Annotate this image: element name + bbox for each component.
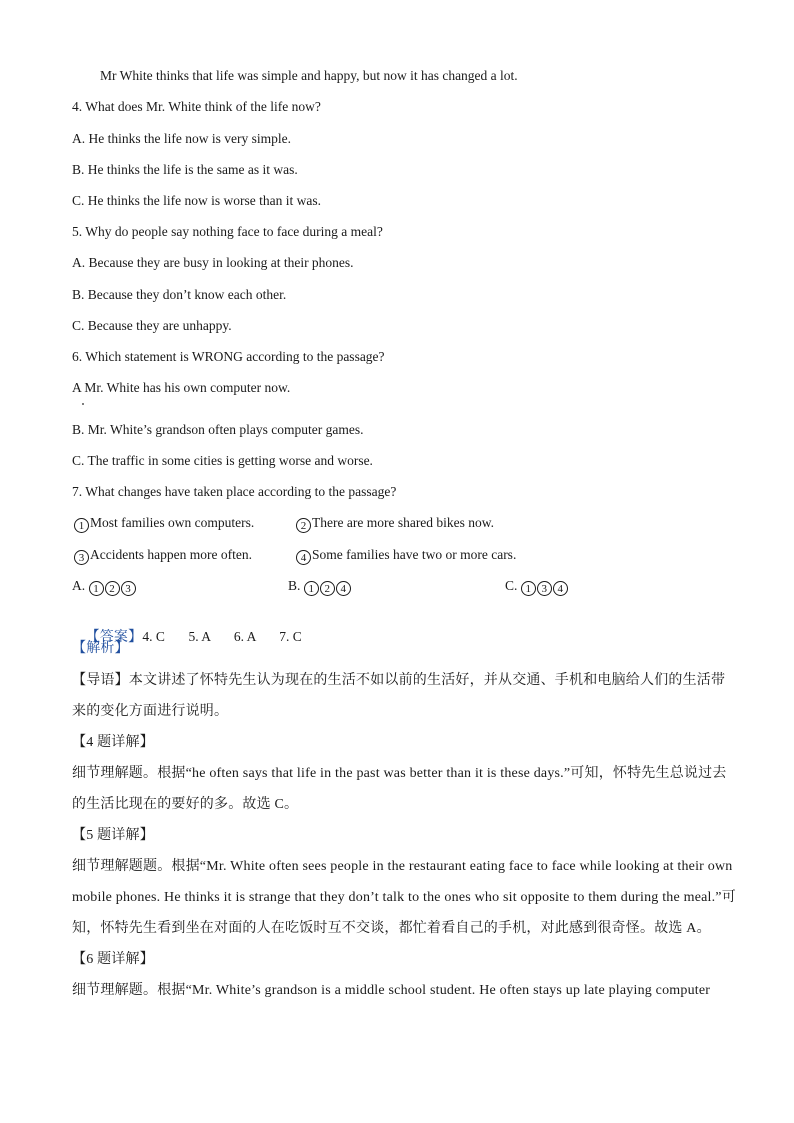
statement-3: 3 Accidents happen more often.: [74, 545, 252, 565]
statement-4: 4 Some families have two or more cars.: [296, 545, 516, 565]
q7-option-a: A. 1 2 3: [72, 576, 137, 596]
detail-6-label: 【6 题详解】: [72, 952, 154, 967]
q7-option-c: C. 1 3 4: [505, 576, 569, 596]
q4-option-c: C. He thinks the life now is worse than it was.: [72, 193, 321, 208]
answer-label: 【答案】: [85, 630, 143, 645]
detail-6-line-1: 细节理解题。根据“Mr. White’s grandson is a middle school student. He often stays up late playing computer: [72, 983, 711, 998]
passage-summary: Mr White thinks that life was simple and happy, but now it has changed a lot.: [100, 68, 518, 83]
circled-number: 1: [74, 518, 89, 533]
analysis-label: 【解析】: [72, 641, 129, 656]
detail-4-line-1: 细节理解题。根据“he often says that life in the past was better than it is these days.”可知，怀特先生总说过去: [72, 766, 727, 781]
circled-number: 1: [89, 581, 104, 596]
statement-1: 1 Most families own computers.: [74, 513, 254, 533]
circled-number: 3: [74, 550, 89, 565]
circled-number: 3: [537, 581, 552, 596]
q6-option-b: B. Mr. White’s grandson often plays computer games.: [72, 422, 364, 437]
circled-number: 2: [320, 581, 335, 596]
detail-5-line-1: 细节理解题题。根据“Mr. White often sees people in the restaurant eating face to face while looking at their own: [72, 859, 733, 874]
q4-option-a: A. He thinks the life now is very simple.: [72, 131, 291, 146]
q5-option-a: A. Because they are busy in looking at their phones.: [72, 255, 354, 270]
circled-number: 1: [304, 581, 319, 596]
question-5: 5. Why do people say nothing face to face during a meal?: [72, 224, 383, 239]
detail-5-line-2: mobile phones. He thinks it is strange that they don’t talk to the ones who sit opposite to them during the meal.”可: [72, 890, 736, 905]
detail-5-label: 【5 题详解】: [72, 828, 154, 843]
answer-text: 4. C 5. A 6. A 7. C: [142, 629, 302, 644]
q4-option-b: B. He thinks the life is the same as it was.: [72, 162, 298, 177]
circled-number: 4: [336, 581, 351, 596]
circled-number: 4: [296, 550, 311, 565]
statement-2: 2 There are more shared bikes now.: [296, 513, 494, 533]
question-4: 4. What does Mr. White think of the life now?: [72, 99, 321, 114]
circled-number: 1: [521, 581, 536, 596]
guide-line-1: 【导语】本文讲述了怀特先生认为现在的生活不如以前的生活好，并从交通、手机和电脑给人们的生活带: [72, 673, 726, 688]
stray-dot: [82, 403, 84, 405]
q7-option-b: B. 1 2 4: [288, 576, 352, 596]
q6-option-a: A Mr. White has his own computer now.: [72, 380, 291, 395]
circled-number: 2: [105, 581, 120, 596]
q5-option-b: B. Because they don’t know each other.: [72, 287, 287, 302]
detail-5-line-3: 知，怀特先生看到坐在对面的人在吃饭时互不交谈，都忙着看自己的手机，对此感到很奇怪。故选 A。: [72, 921, 711, 936]
circled-number: 4: [553, 581, 568, 596]
question-6: 6. Which statement is WRONG according to the passage?: [72, 349, 385, 364]
detail-4-line-2: 的生活比现在的要好的多。故选 C。: [72, 797, 299, 812]
circled-number: 2: [296, 518, 311, 533]
question-7: 7. What changes have taken place according to the passage?: [72, 484, 397, 499]
q6-option-c: C. The traffic in some cities is getting worse and worse.: [72, 453, 373, 468]
guide-label: 【导语】: [72, 673, 129, 688]
circled-number: 3: [121, 581, 136, 596]
guide-line-2: 来的变化方面进行说明。: [72, 704, 229, 719]
q5-option-c: C. Because they are unhappy.: [72, 318, 232, 333]
detail-4-label: 【4 题详解】: [72, 735, 154, 750]
